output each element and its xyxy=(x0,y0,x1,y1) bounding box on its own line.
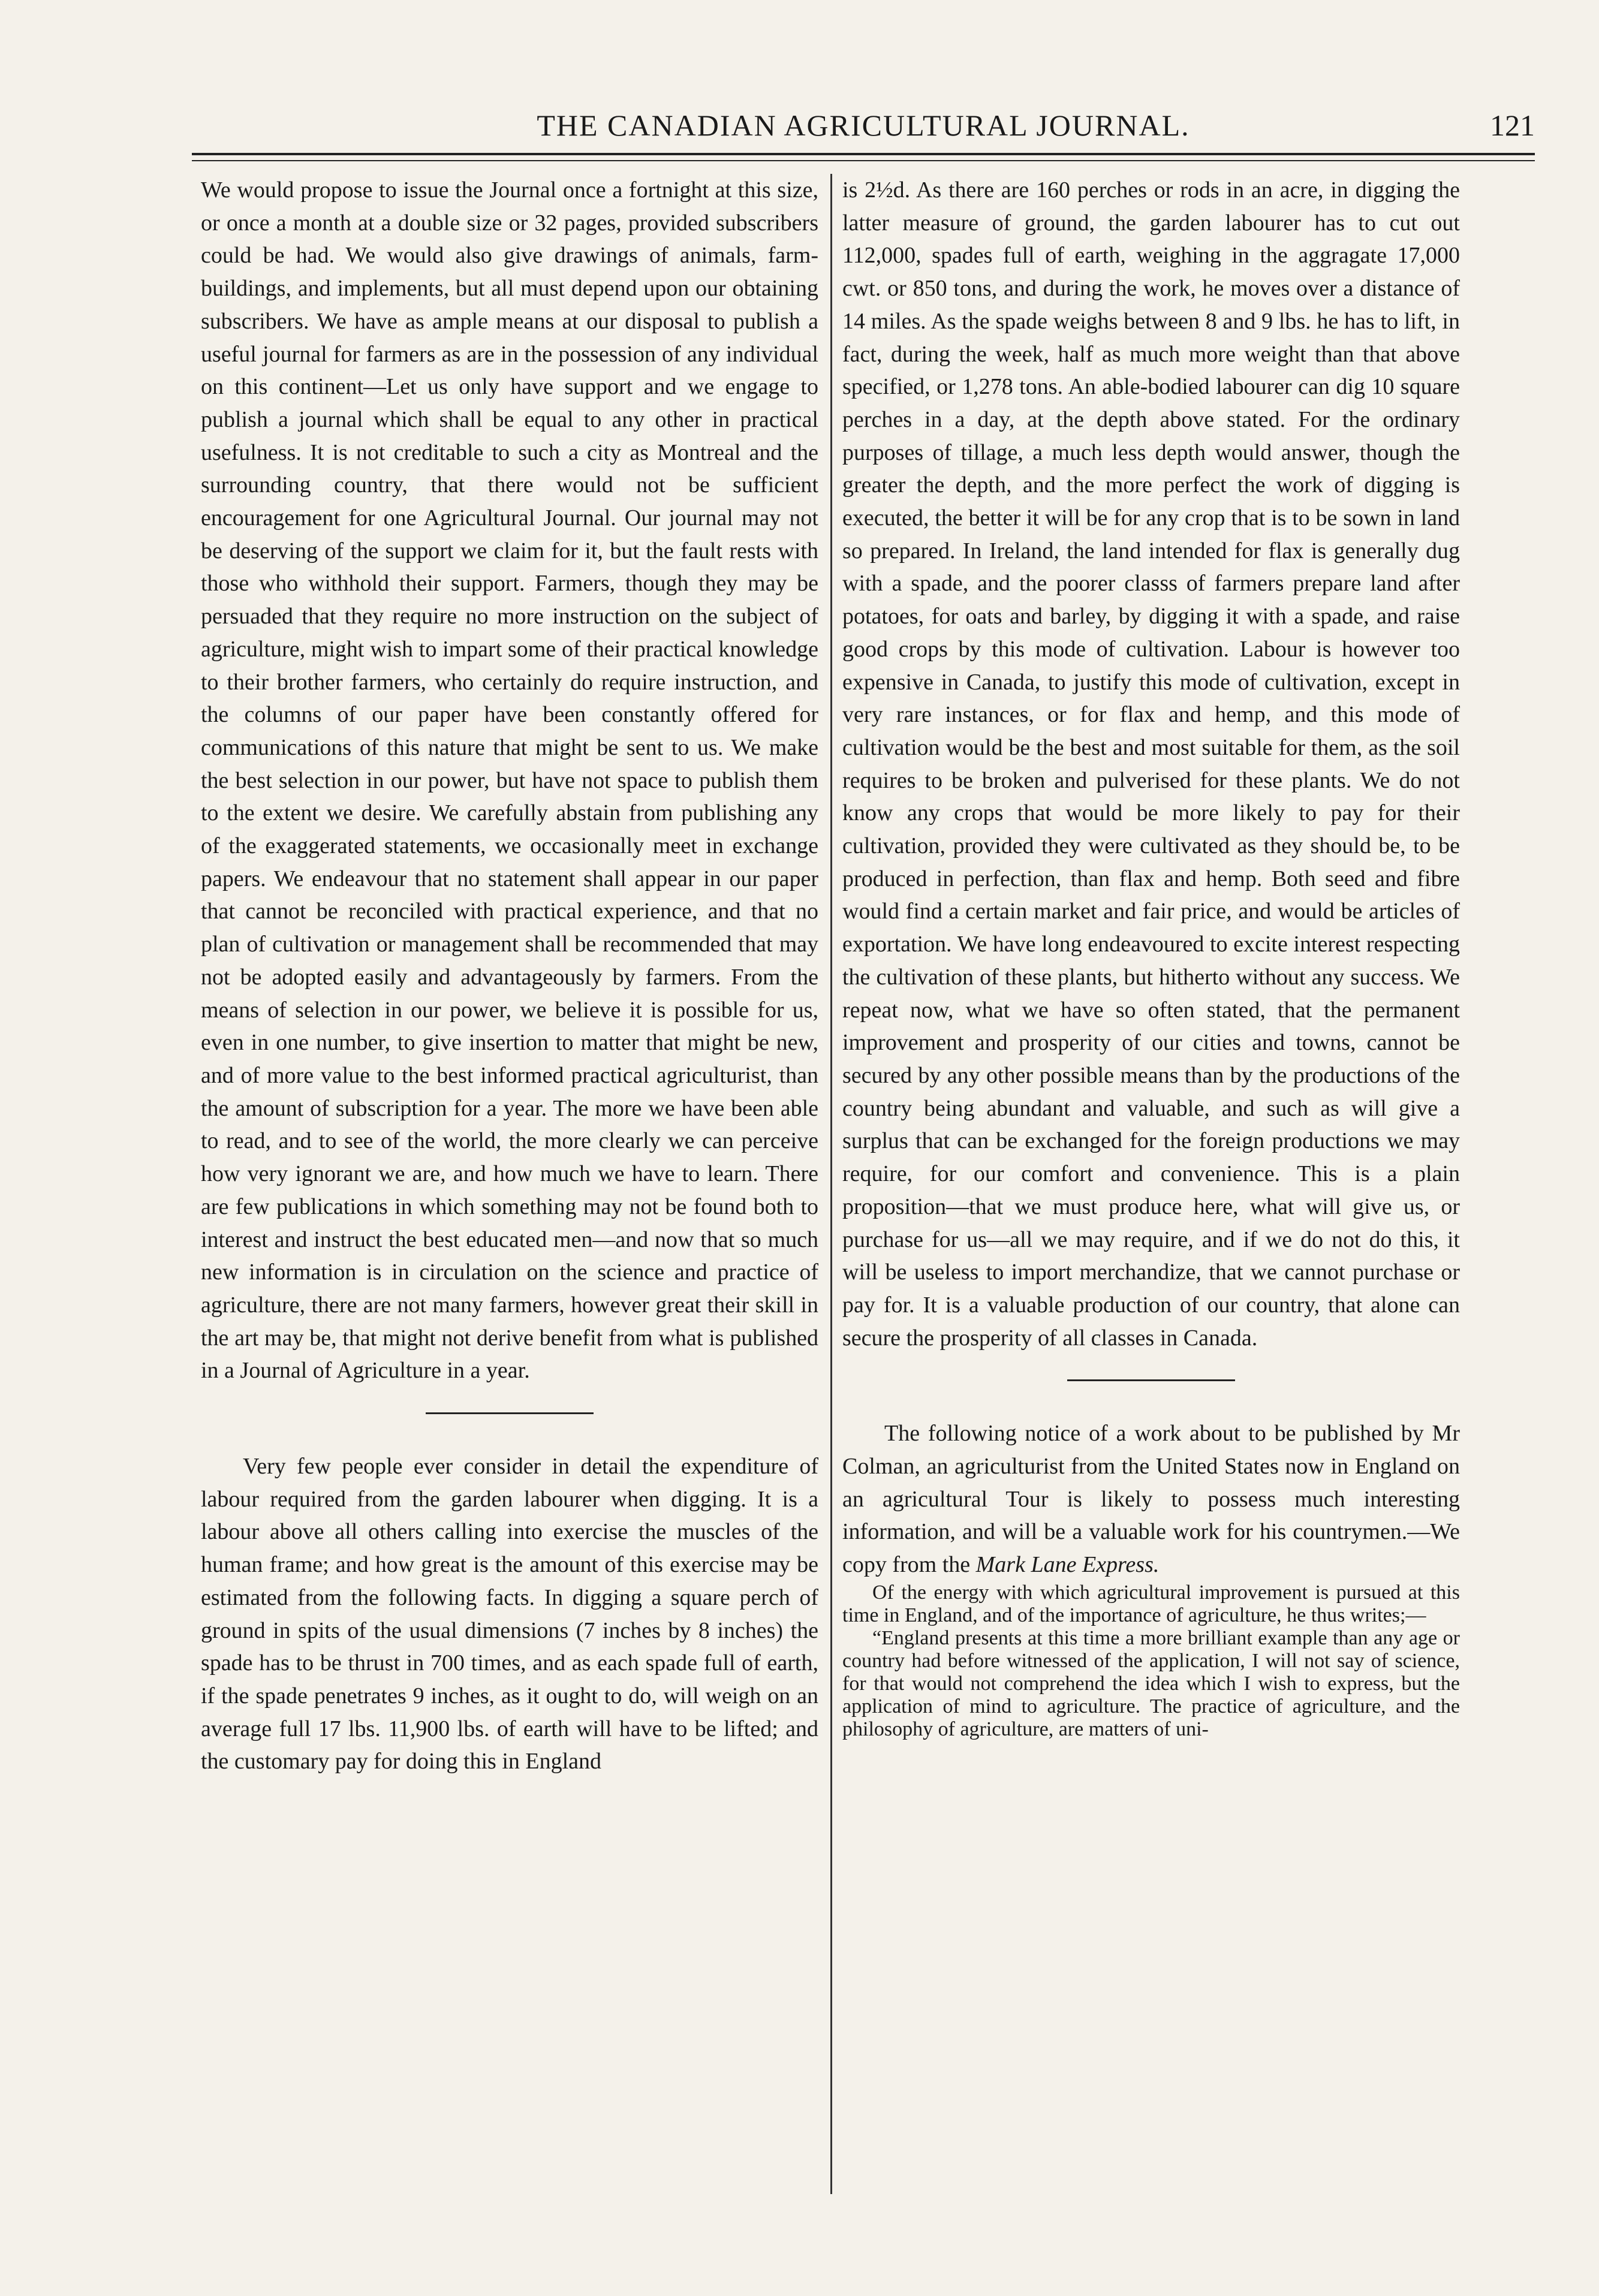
right-column xyxy=(842,174,1460,1741)
running-head xyxy=(192,108,1535,150)
left-paragraph-digging: Very few people ever consider in detail the expenditure of labour required from the garden labourer when digging. It is a labour above all others calling into exercise the muscles of the human frame; and how great is the amount of this exercise may be estimated from the following facts. In digging a square perch of ground in spits of the usual dimensions (7 inches by 8 inches) the spade has to be thrust in 700 times, and as each spade full of earth, if the spade penetrates 9 inches, as it ought to do, will weigh on an average full 17 lbs. 11,900 lbs. of earth will have to be lifted; and the customary pay for doing this in England xyxy=(201,1454,818,1774)
right-paragraph-colman xyxy=(842,1417,1460,1581)
source-publication: Mark Lane Express. xyxy=(975,1552,1160,1578)
article-separator xyxy=(1067,1379,1235,1381)
extract-quote: “England presents at this time a more brilliant example than any age or country had before witnessed of the application, I will not say of science, for that would not comprehend the idea which I wish to express, but the application of mind to agriculture. The practice of agriculture, and the philosophy of agriculture, are matters of uni- xyxy=(842,1626,1460,1740)
column-divider xyxy=(830,174,832,2194)
page-title: THE CANADIAN AGRICULTURAL JOURNAL. xyxy=(537,109,1190,142)
right-paragraph-digging-cont: is 2½d. As there are 160 perches or rods in an acre, in digging the latter measure of ground, the garden labourer has to cut out 112,000, spades full of earth, weighing in the aggragate 17,000 cwt. or 850 tons, and during the work, he moves over a distance of 14 miles. As the spade weighs between 8 and 9 lbs. he has to lift, in fact, during the week, half as much more weight than that above specified, or 1,278 tons. An able-bodied labourer can dig 10 square perches in a day, at the depth above stated. For the ordinary purposes of tillage, a much less depth would answer, though the greater the depth, and the more perfect the work of digging is executed, the better it will be for any crop that is to be sown in land so prepared. In Ireland, the land intended for flax is generally dug with a spade, and the poorer classs of farmers prepare land after potatoes, for oats and barley, by digging it with a spade, and raise good crops by this mode of cultivation. Labour is however too expensive in Canada, to justify this mode of cultivation, except in very rare instances, or for flax and hemp, and this mode of cultivation would be the best and most suitable for them, as the soil requires to be broken and pulverised for these plants. We do not know any crops that would be more likely to pay for their cultivation, provided they were cultivated as they should be, to be produced in perfection, than flax and hemp. Both seed and fibre would find a certain market and fair price, and would be articles of exportation. We have long endeavoured to excite interest respecting the cultivation of these plants, but hitherto without any success. We repeat now, what we have so often stated, that the permanent improvement and prosperity of our cities and towns, cannot be secured by any other possible means than by the productions of the country being abundant and valuable, and such as will give a surplus that can be exchanged for the foreign productions we may require, for our comfort and convenience. This is a plain proposition—that we must produce here, what will give us, or purchase for us—all we may require, and if we do not do this, it will be useless to import merchandize, that we cannot purchase or pay for. It is a valuable production of our country, that alone can secure the prosperity of all classes in Canada. xyxy=(842,177,1460,1351)
article-separator xyxy=(426,1412,594,1414)
header-rule xyxy=(192,153,1535,161)
page-number: 121 xyxy=(1490,109,1535,142)
quoted-extract xyxy=(842,1581,1460,1741)
colman-intro-text: The following notice of a work about to be published by Mr Colman, an agriculturist from the United States now in England on an agricultural Tour is likely to possess much interesting information, and will be a valuable work for his countrymen.—We copy from the xyxy=(842,1421,1460,1578)
left-column xyxy=(201,174,818,1778)
left-paragraph-subscribers: We would propose to issue the Journal once a fortnight at this size, or once a month at a double size or 32 pages, provided subscribers could be had. We would also give drawings of animals, farm-buildings, and implements, but all must depend upon our obtaining subscribers. We have as ample means at our disposal to publish a useful journal for farmers as are in the possession of any individual on this continent—Let us only have support and we engage to publish a journal which shall be equal to any other in practical usefulness. It is not creditable to such a city as Montreal and the surrounding country, that there would not be sufficient encouragement for one Agricultural Journal. Our journal may not be deserving of the support we claim for it, but the fault rests with those who withhold their support. Farmers, though they may be persuaded that they require no more instruction on the subject of agriculture, might wish to impart some of their practical knowledge to their brother farmers, who certainly do require instruction, and the columns of our paper have been constantly offered for communications of this nature that might be sent to us. We make the best selection in our power, but have not space to publish them to the extent we desire. We carefully abstain from publishing any of the exaggerated statements, we occasionally meet in exchange papers. We endeavour that no statement shall appear in our paper that cannot be reconciled with practical experience, and that no plan of cultivation or management shall be recommended that may not be adopted easily and advantageously by farmers. From the means of selection in our power, we believe it is possible for us, even in one number, to give insertion to matter that might be new, and of more value to the best informed practical agriculturist, than the amount of subscription for a year. The more we have been able to read, and to see of the world, the more clearly we can perceive how very ignorant we are, and how much we have to learn. There are few publications in which something may not be found both to interest and instruct the best educated men—and now that so much new information is in circulation on the science and practice of agriculture, there are not many farmers, however great their skill in the art may be, that might not derive benefit from what is published in a Journal of Agriculture in a year. xyxy=(201,177,818,1384)
extract-intro: Of the energy with which agricultural improvement is pursued at this time in England, and of the importance of agriculture, he thus writes;— xyxy=(842,1581,1460,1626)
